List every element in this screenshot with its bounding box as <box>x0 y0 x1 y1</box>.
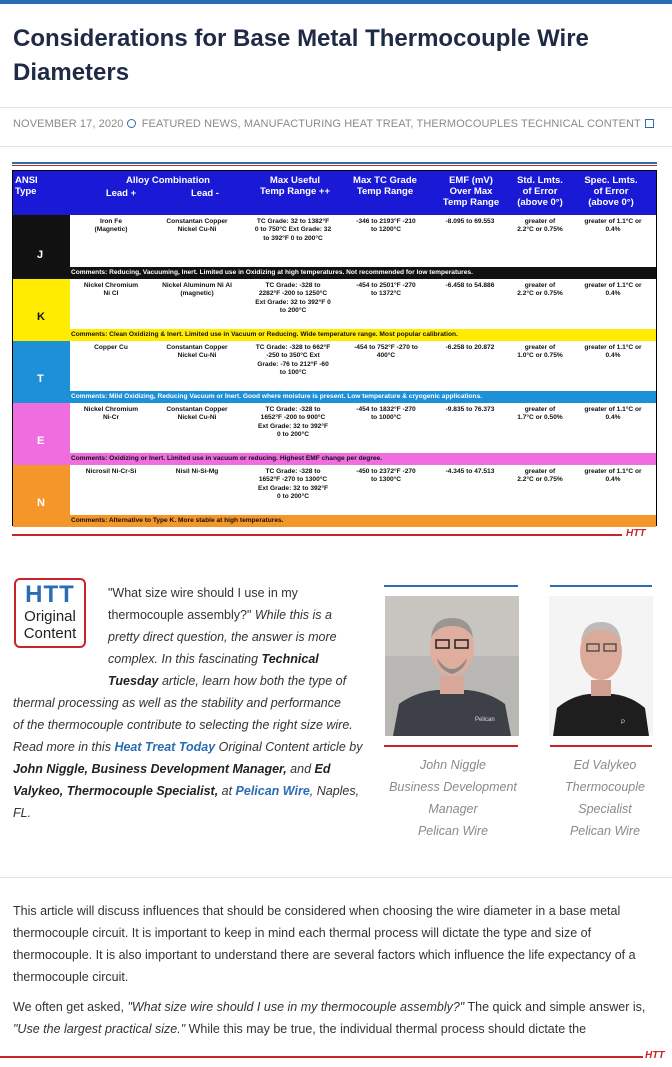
type-cell <box>13 341 70 391</box>
intro-text: at <box>218 784 236 798</box>
figure-top-rule-blue <box>12 162 657 164</box>
intro-text: pretty direct question, the answer is more <box>108 630 337 644</box>
header-max-tc: Max TC Grade Temp Range <box>353 175 417 197</box>
thermocouple-table <box>12 170 657 526</box>
intro-text: Read more in this <box>13 740 115 754</box>
table-cell-std: greater of 2.2°C or 0.75% <box>517 282 563 298</box>
caption-company: Pelican Wire <box>417 824 489 838</box>
intro-bold: Valykeo, Thermocouple Specialist, <box>13 784 219 798</box>
header-lead-minus: Lead - <box>191 188 219 199</box>
table-cell-lead-minus: Constantan Copper Nickel Cu-Ni <box>166 218 228 234</box>
table-cell-max-useful: TC Grade: -328 to 662°F -250 to 350°C Ext Grade: -76 to 212°F -60 to 100°C <box>255 344 331 377</box>
header-spec: Spec. Lmts. of Error (above 0°) <box>584 175 638 208</box>
table-cell-spec: greater of 1.1°C or 0.4% <box>584 218 642 234</box>
intro-bold: Tuesday <box>108 674 159 688</box>
table-row <box>13 403 656 465</box>
table-cell-lead-plus: Iron Fe (Magnetic) <box>94 218 128 234</box>
svg-text:Pelican: Pelican <box>475 717 495 723</box>
table-row <box>13 465 656 527</box>
table-comment: Comments: Alternative to Type K. More stable at high temperatures. <box>70 515 656 527</box>
table-row <box>13 341 656 403</box>
type-label: J <box>37 249 44 261</box>
divider <box>0 146 672 147</box>
type-cell <box>13 403 70 453</box>
bottom-rule <box>0 1056 643 1058</box>
type-label: E <box>37 435 45 447</box>
table-cell-emf: -4.345 to 47.513 <box>445 468 495 475</box>
header-emf: EMF (mV) Over Max Temp Range <box>442 175 500 208</box>
table-cell-max-tc: -454 to 2501°F -270 to 1372°C <box>356 282 416 298</box>
intro-text: complex. In this fascinating <box>108 652 262 666</box>
htt-mark: HTT <box>645 1050 665 1061</box>
caption-john-niggle <box>380 754 526 842</box>
intro-text: FL. <box>13 806 32 820</box>
logo-line1: HTT <box>25 581 75 608</box>
caption-ed-valykeo <box>544 754 666 842</box>
table-cell-lead-minus: Nisil Ni-Si-Mg <box>175 468 219 475</box>
article-title: Considerations for Base Metal Thermocouple Wire Diameters <box>13 25 589 86</box>
divider <box>0 877 672 878</box>
type-cell-fill <box>13 329 70 341</box>
external-link-icon[interactable] <box>645 119 654 128</box>
table-cell-emf: -6.458 to 54.886 <box>445 282 495 289</box>
intro-text: "What size wire should I use in my <box>108 586 298 600</box>
table-cell-max-tc: -454 to 752°F -270 to 400°C <box>354 344 418 360</box>
intro-text: of the thermocouple contribute to selecting the right size wire. <box>13 718 353 732</box>
table-cell-std: greater of 1.0°C or 0.75% <box>517 344 563 360</box>
type-label: T <box>37 373 44 385</box>
intro-text: , Naples, <box>309 784 360 798</box>
table-cell-emf: -8.095 to 69.553 <box>445 218 495 225</box>
header-lead-plus: Lead + <box>105 188 137 199</box>
clock-icon <box>127 119 136 128</box>
p2-text: While this may be true, the individual thermal process should dictate the <box>185 1022 587 1036</box>
htt-mark: HTT <box>626 528 646 539</box>
caption-company: Pelican Wire <box>569 824 641 838</box>
divider <box>0 107 672 108</box>
intro-bold: Technical <box>261 652 319 666</box>
logo-line3: Content <box>23 625 77 642</box>
intro-line <box>108 604 332 626</box>
photo-john-niggle <box>385 596 519 736</box>
intro-link[interactable]: Heat Treat Today <box>114 740 216 754</box>
table-cell-max-useful: TC Grade: -328 to 2282°F -200 to 1250°C Ext Grade: 32 to 392°F 0 to 200°C <box>255 282 331 315</box>
p2-quote: "Use the largest practical size." <box>13 1022 186 1036</box>
table-cell-emf: -9.835 to 76.373 <box>445 406 495 413</box>
type-cell <box>13 215 70 267</box>
type-cell-fill <box>13 391 70 403</box>
intro-line <box>13 780 359 802</box>
table-comment: Comments: Oxidizing or Inert. Limited use in vacuum or reducing. Highest EMF change per degree. <box>70 453 656 465</box>
type-cell-fill <box>13 267 70 279</box>
intro-line <box>13 736 362 758</box>
caption-role: Business Development <box>389 780 517 794</box>
intro-line <box>108 648 319 670</box>
intro-text: and <box>286 762 315 776</box>
figure-bottom-rule <box>12 534 622 536</box>
table-cell-max-useful: TC Grade: -328 to 1652°F -200 to 900°C Ext Grade: 32 to 392°F 0 to 200°C <box>257 406 329 439</box>
photo-rule <box>550 585 652 587</box>
table-cell-emf: -6.258 to 20.872 <box>445 344 495 351</box>
p2-text: The quick and simple answer is, <box>464 1000 646 1014</box>
article-categories[interactable]: FEATURED NEWS, MANUFACTURING HEAT TREAT, THERMOCOUPLES TECHNICAL CONTENT <box>141 118 641 130</box>
intro-text: thermal processing as well as the stability and performance <box>13 696 341 710</box>
table-cell-spec: greater of 1.1°C or 0.4% <box>584 406 642 422</box>
photo-rule <box>384 585 518 587</box>
table-cell-max-tc: -346 to 2193°F -210 to 1200°C <box>356 218 416 234</box>
table-row <box>13 279 656 341</box>
p2-text: We often get asked, <box>13 1000 128 1014</box>
table-cell-lead-plus: Nickel Chromium Ni-Cr <box>83 406 139 422</box>
intro-bold: John Niggle, Business Development Manager, <box>13 762 287 776</box>
type-cell <box>13 279 70 329</box>
intro-text: While this is a <box>251 608 332 622</box>
table-cell-max-tc: -450 to 2372°F -270 to 1300°C <box>356 468 416 484</box>
intro-bold: Ed <box>314 762 331 776</box>
caption-role: Thermocouple <box>565 780 645 794</box>
article-date: NOVEMBER 17, 2020 <box>13 118 124 130</box>
type-label: K <box>37 311 45 323</box>
table-cell-std: greater of 2.2°C or 0.75% <box>517 218 563 234</box>
intro-line <box>108 626 337 648</box>
article-meta <box>13 118 663 130</box>
table-cell-lead-minus: Constantan Copper Nickel Cu-Ni <box>166 344 228 360</box>
figure-top-rule-red <box>12 165 657 166</box>
table-cell-max-useful: TC Grade: 32 to 1382°F 0 to 750°C Ext Grade: 32 to 392°F 0 to 200°C <box>254 218 332 242</box>
caption-role: Specialist <box>578 802 632 816</box>
table-cell-lead-plus: Copper Cu <box>94 344 128 351</box>
intro-text: thermocouple assembly?" <box>108 608 252 622</box>
type-label: N <box>37 497 45 509</box>
table-cell-spec: greater of 1.1°C or 0.4% <box>584 282 642 298</box>
table-cell-lead-plus: Nickel Chromium Ni Cl <box>83 282 139 298</box>
p2-quote: "What size wire should I use in my thermocouple assembly?" <box>127 1000 465 1014</box>
photo-rule <box>550 745 652 747</box>
table-cell-spec: greater of 1.1°C or 0.4% <box>584 344 642 360</box>
table-row <box>13 215 656 279</box>
table-cell-spec: greater of 1.1°C or 0.4% <box>584 468 642 484</box>
caption-role: Manager <box>428 802 478 816</box>
header-alloy: Alloy Combination <box>126 175 210 186</box>
intro-line <box>108 670 346 692</box>
header-std: Std. Lmts. of Error (above 0°) <box>517 175 563 208</box>
intro-text: Original Content article by <box>215 740 363 754</box>
table-cell-max-tc: -454 to 1832°F -270 to 1000°C <box>356 406 416 422</box>
intro-line <box>13 758 330 780</box>
table-header <box>13 171 656 215</box>
svg-text:P: P <box>621 720 626 726</box>
logo-line2: Original <box>24 608 76 625</box>
table-comment: Comments: Mild Oxidizing, Reducing Vacuum or Inert. Good where moisture is present. Low temperature & cryogenic applications. <box>70 391 656 403</box>
caption-name: Ed Valykeo <box>573 758 637 772</box>
body-paragraph-2 <box>13 996 653 1040</box>
header-max-useful: Max Useful Temp Range ++ <box>259 175 331 197</box>
type-cell <box>13 465 70 515</box>
intro-line <box>13 802 31 824</box>
photo-rule <box>384 745 518 747</box>
table-cell-lead-plus: Nicrosil Ni-Cr-Si <box>85 468 137 475</box>
top-accent-bar <box>0 0 672 4</box>
table-cell-std: greater of 2.2°C or 0.75% <box>517 468 563 484</box>
table-cell-max-useful: TC Grade: -328 to 1652°F -270 to 1300°C Ext Grade: 32 to 392°F 0 to 200°C <box>257 468 329 501</box>
type-cell-fill <box>13 515 70 527</box>
htt-original-content-logo <box>14 578 86 648</box>
table-cell-std: greater of 1.7°C or 0.50% <box>517 406 563 422</box>
intro-line <box>13 692 341 714</box>
caption-name: John Niggle <box>419 758 486 772</box>
intro-text: article, learn how both the type of <box>158 674 347 688</box>
intro-line <box>13 714 353 736</box>
table-comment: Comments: Reducing, Vacuuming, Inert. Limited use in Oxidizing at high temperatures. Not recommended for low temperatures. <box>70 267 656 279</box>
table-cell-lead-minus: Constantan Copper Nickel Cu-Ni <box>166 406 228 422</box>
body-paragraph-1: This article will discuss influences that should be considered when choosing the wire diameter in a base metal thermocouple circuit. It is important to keep in mind each thermal process will dictate the type and size of thermocouple. It is also important to understand there are several factors which influence the life expectancy of a thermocouple circuit. <box>13 904 636 984</box>
intro-link[interactable]: Pelican Wire <box>235 784 310 798</box>
table-cell-lead-minus: Nickel Aluminum Ni Al (magnetic) <box>162 282 232 298</box>
type-cell-fill <box>13 453 70 465</box>
photo-ed-valykeo <box>549 596 653 736</box>
intro-line <box>108 582 298 604</box>
table-comment: Comments: Clean Oxidizing & Inert. Limited use in Vacuum or Reducing. Wide temperature range. Most popular calibration. <box>70 329 656 341</box>
header-ansi: ANSI Type <box>15 175 38 197</box>
